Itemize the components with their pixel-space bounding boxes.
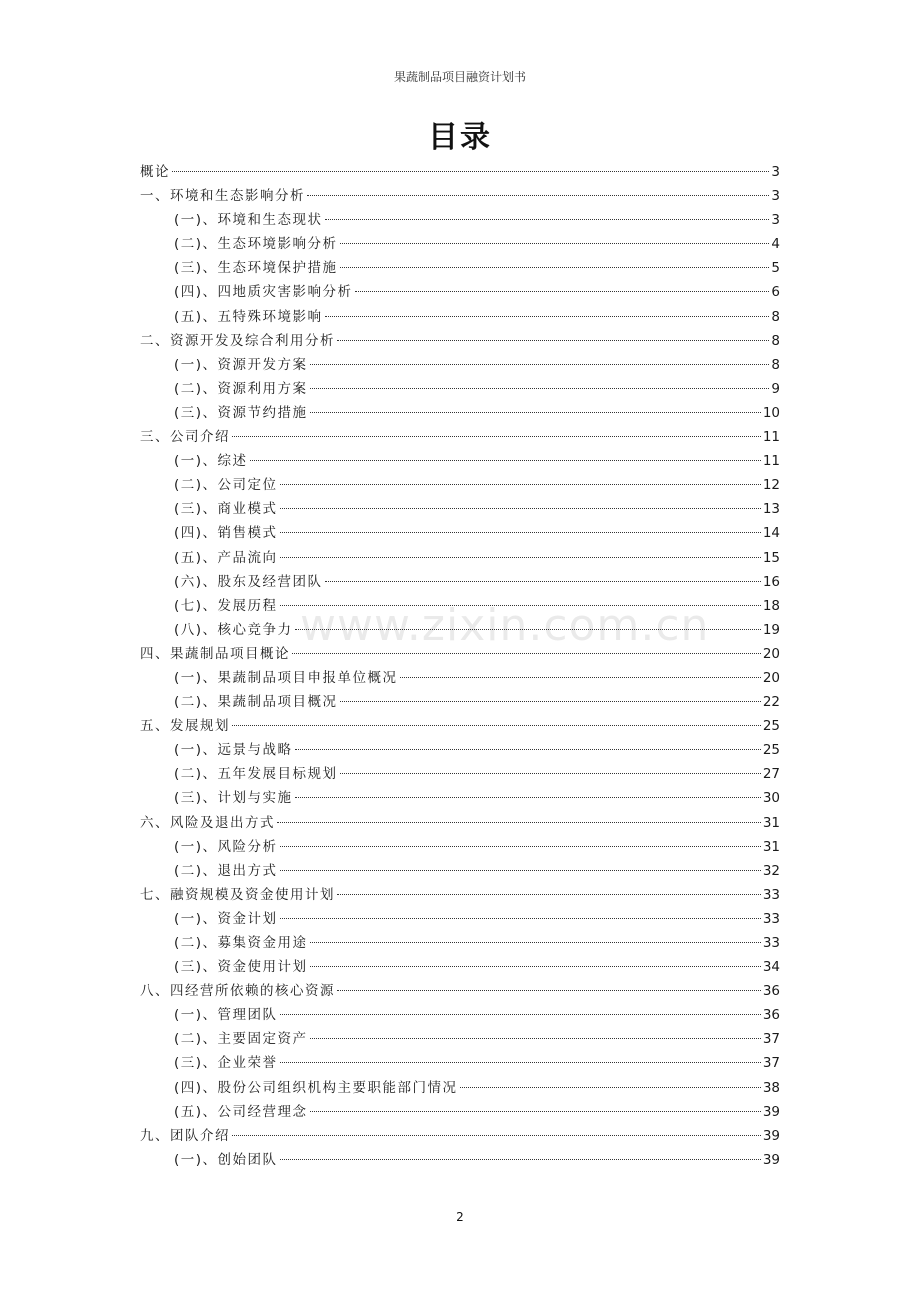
toc-entry-page: 36 xyxy=(762,983,780,1000)
dot-leader xyxy=(325,581,761,582)
toc-entry-page: 31 xyxy=(762,838,780,855)
toc-entry-label: (一)、环境和生态现状 xyxy=(174,212,323,229)
toc-entry-label: (一)、资金计划 xyxy=(174,910,278,927)
toc-entry-label: (八)、核心竞争力 xyxy=(174,621,293,638)
toc-entry-label: 一、环境和生态影响分析 xyxy=(140,188,305,205)
dot-leader xyxy=(280,1062,761,1063)
dot-leader xyxy=(337,990,761,991)
toc-entry[interactable] xyxy=(140,979,780,1003)
toc-entry[interactable] xyxy=(140,353,780,377)
toc-entry[interactable] xyxy=(140,762,780,786)
toc-entry[interactable] xyxy=(140,1124,780,1148)
toc-entry[interactable] xyxy=(140,256,780,280)
toc-entry-label: 五、发展规划 xyxy=(140,718,230,735)
toc-entry-page: 15 xyxy=(762,549,780,566)
toc-entry-page: 3 xyxy=(771,188,780,205)
toc-entry[interactable] xyxy=(140,811,780,835)
toc-entry-label: (二)、退出方式 xyxy=(174,862,278,879)
toc-entry-page: 37 xyxy=(762,1031,780,1048)
toc-entry-page: 3 xyxy=(771,164,780,180)
toc-entry-label: (一)、远景与战略 xyxy=(174,742,293,759)
toc-entry[interactable] xyxy=(140,786,780,810)
toc-entry-label: (三)、计划与实施 xyxy=(174,790,293,807)
toc-entry-label: (三)、商业模式 xyxy=(174,501,278,518)
toc-entry[interactable] xyxy=(140,1148,780,1172)
dot-leader xyxy=(340,243,770,244)
toc-entry-label: (三)、资源节约措施 xyxy=(174,404,308,421)
toc-entry-page: 34 xyxy=(762,959,780,976)
watermark: www.zixin.com.cn xyxy=(300,600,710,651)
dot-leader xyxy=(310,942,761,943)
toc-entry[interactable] xyxy=(140,931,780,955)
toc-entry[interactable] xyxy=(140,714,780,738)
toc-entry-page: 32 xyxy=(762,862,780,879)
toc-entry-label: (四)、四地质灾害影响分析 xyxy=(174,284,353,301)
toc-entry[interactable] xyxy=(140,329,780,353)
dot-leader xyxy=(325,219,770,220)
dot-leader xyxy=(307,195,769,196)
toc-entry[interactable] xyxy=(140,690,780,714)
toc-entry[interactable] xyxy=(140,1076,780,1100)
toc-entry-label: (四)、销售模式 xyxy=(174,525,278,542)
toc-entry[interactable] xyxy=(140,859,780,883)
toc-entry-label: (一)、资源开发方案 xyxy=(174,356,308,373)
toc-entry-label: (五)、公司经营理念 xyxy=(174,1103,308,1120)
dot-leader xyxy=(460,1087,761,1088)
toc-entry[interactable] xyxy=(140,497,780,521)
toc-entry[interactable] xyxy=(140,473,780,497)
toc-entry-label: (一)、风险分析 xyxy=(174,838,278,855)
toc-entry-label: (五)、产品流向 xyxy=(174,549,278,566)
dot-leader xyxy=(310,1111,761,1112)
toc-entry[interactable] xyxy=(140,401,780,425)
dot-leader xyxy=(280,918,761,919)
toc-entry-page: 39 xyxy=(762,1127,780,1144)
dot-leader xyxy=(340,773,761,774)
dot-leader xyxy=(340,701,761,702)
page-number: 2 xyxy=(456,1210,464,1224)
toc-entry-label: (三)、资金使用计划 xyxy=(174,959,308,976)
toc-entry-label: (二)、资源利用方案 xyxy=(174,380,308,397)
toc-entry[interactable] xyxy=(140,1027,780,1051)
toc-entry-page: 39 xyxy=(762,1103,780,1120)
toc-entry-page: 33 xyxy=(762,910,780,927)
dot-leader xyxy=(232,725,761,726)
toc-entry-page: 39 xyxy=(762,1151,780,1168)
dot-leader xyxy=(310,364,770,365)
toc-entry-page: 4 xyxy=(771,236,780,253)
toc-entry-page: 5 xyxy=(771,260,780,277)
dot-leader xyxy=(400,677,761,678)
toc-entry-page: 11 xyxy=(762,429,780,446)
toc-entry-label: 八、四经营所依赖的核心资源 xyxy=(140,983,335,1000)
toc-entry[interactable] xyxy=(140,955,780,979)
dot-leader xyxy=(232,436,761,437)
toc-entry-page: 31 xyxy=(762,814,780,831)
toc-entry-page: 11 xyxy=(762,453,780,470)
toc-entry-page: 33 xyxy=(762,886,780,903)
toc-entry-label: (六)、股东及经营团队 xyxy=(174,573,323,590)
dot-leader xyxy=(280,1159,761,1160)
toc-entry-label: (四)、股份公司组织机构主要职能部门情况 xyxy=(174,1079,458,1096)
dot-leader xyxy=(337,894,761,895)
dot-leader xyxy=(280,870,761,871)
dot-leader xyxy=(310,412,761,413)
toc-entry-page: 18 xyxy=(762,597,780,614)
dot-leader xyxy=(310,966,761,967)
toc-entry[interactable] xyxy=(140,184,780,208)
dot-leader xyxy=(280,1014,761,1015)
toc-entry[interactable] xyxy=(140,280,780,304)
dot-leader xyxy=(337,340,769,341)
toc-entry-page: 16 xyxy=(762,573,780,590)
toc-entry[interactable] xyxy=(140,521,780,545)
toc-entry[interactable] xyxy=(140,907,780,931)
dot-leader xyxy=(292,653,761,654)
toc-entry[interactable] xyxy=(140,208,780,232)
dot-leader xyxy=(280,532,761,533)
toc-entry[interactable] xyxy=(140,835,780,859)
toc-entry[interactable] xyxy=(140,666,780,690)
toc-entry-page: 9 xyxy=(771,380,780,397)
toc-entry-page: 8 xyxy=(771,356,780,373)
toc-entry-page: 38 xyxy=(762,1079,780,1096)
toc-entry-page: 8 xyxy=(771,332,780,349)
toc-entry-label: (二)、公司定位 xyxy=(174,477,278,494)
dot-leader xyxy=(310,1038,761,1039)
toc-entry-page: 8 xyxy=(771,308,780,325)
toc-entry-label: 四、果蔬制品项目概论 xyxy=(140,645,290,662)
toc-entry-page: 25 xyxy=(762,718,780,735)
toc-entry[interactable] xyxy=(140,232,780,256)
toc-entry-page: 12 xyxy=(762,477,780,494)
toc-entry-page: 19 xyxy=(762,621,780,638)
dot-leader xyxy=(277,822,761,823)
toc-entry-label: (一)、综述 xyxy=(174,453,248,470)
toc-entry-label: (一)、管理团队 xyxy=(174,1007,278,1024)
dot-leader xyxy=(295,749,761,750)
toc-entry[interactable] xyxy=(140,546,780,570)
toc-entry[interactable] xyxy=(140,1003,780,1027)
toc-entry-page: 30 xyxy=(762,790,780,807)
dot-leader xyxy=(280,508,761,509)
toc-entry[interactable] xyxy=(140,160,780,184)
toc-entry-page: 13 xyxy=(762,501,780,518)
toc-entry[interactable] xyxy=(140,305,780,329)
toc-entry-label: (二)、五年发展目标规划 xyxy=(174,766,338,783)
dot-leader xyxy=(340,267,770,268)
toc-entry-label: (七)、发展历程 xyxy=(174,597,278,614)
toc-entry-label: 二、资源开发及综合利用分析 xyxy=(140,332,335,349)
toc-entry-page: 20 xyxy=(762,645,780,662)
toc-entry-label: (一)、果蔬制品项目申报单位概况 xyxy=(174,669,398,686)
toc-entry[interactable] xyxy=(140,1051,780,1075)
dot-leader xyxy=(295,797,761,798)
dot-leader xyxy=(232,1135,761,1136)
running-header: 果蔬制品项目融资计划书 xyxy=(393,70,526,84)
toc-entry-page: 36 xyxy=(762,1007,780,1024)
toc-entry-label: 九、团队介绍 xyxy=(140,1127,230,1144)
toc-entry[interactable] xyxy=(140,377,780,401)
toc-entry-label: 七、融资规模及资金使用计划 xyxy=(140,886,335,903)
toc-entry-page: 27 xyxy=(762,766,780,783)
toc-entry-page: 3 xyxy=(771,212,780,229)
toc-entry-label: (三)、企业荣誉 xyxy=(174,1055,278,1072)
toc-entry-label: 概论 xyxy=(140,164,170,180)
toc-entry[interactable] xyxy=(140,570,780,594)
toc-entry-page: 14 xyxy=(762,525,780,542)
toc-entry[interactable] xyxy=(140,425,780,449)
toc-entry-page: 25 xyxy=(762,742,780,759)
toc-entry-page: 6 xyxy=(771,284,780,301)
toc-entry-label: 三、公司介绍 xyxy=(140,429,230,446)
dot-leader xyxy=(172,171,769,172)
toc-entry-label: (二)、主要固定资产 xyxy=(174,1031,308,1048)
table-of-contents xyxy=(140,160,780,1172)
toc-entry-label: 六、风险及退出方式 xyxy=(140,814,275,831)
dot-leader xyxy=(280,484,761,485)
dot-leader xyxy=(310,388,770,389)
toc-entry[interactable] xyxy=(140,738,780,762)
dot-leader xyxy=(280,557,761,558)
toc-entry-page: 10 xyxy=(762,404,780,421)
toc-entry-label: (五)、五特殊环境影响 xyxy=(174,308,323,325)
dot-leader xyxy=(325,316,770,317)
dot-leader xyxy=(355,291,770,292)
toc-entry[interactable] xyxy=(140,1100,780,1124)
toc-entry-label: (二)、果蔬制品项目概况 xyxy=(174,694,338,711)
toc-entry[interactable] xyxy=(140,883,780,907)
toc-entry[interactable] xyxy=(140,449,780,473)
toc-entry-page: 20 xyxy=(762,669,780,686)
toc-entry-page: 22 xyxy=(762,694,780,711)
page-title: 目录 xyxy=(428,120,492,155)
toc-entry-label: (二)、生态环境影响分析 xyxy=(174,236,338,253)
toc-entry-label: (三)、生态环境保护措施 xyxy=(174,260,338,277)
toc-entry-label: (一)、创始团队 xyxy=(174,1151,278,1168)
toc-entry-label: (二)、募集资金用途 xyxy=(174,935,308,951)
dot-leader xyxy=(280,846,761,847)
toc-entry-page: 37 xyxy=(762,1055,780,1072)
toc-entry-page: 33 xyxy=(762,935,780,951)
dot-leader xyxy=(250,460,761,461)
